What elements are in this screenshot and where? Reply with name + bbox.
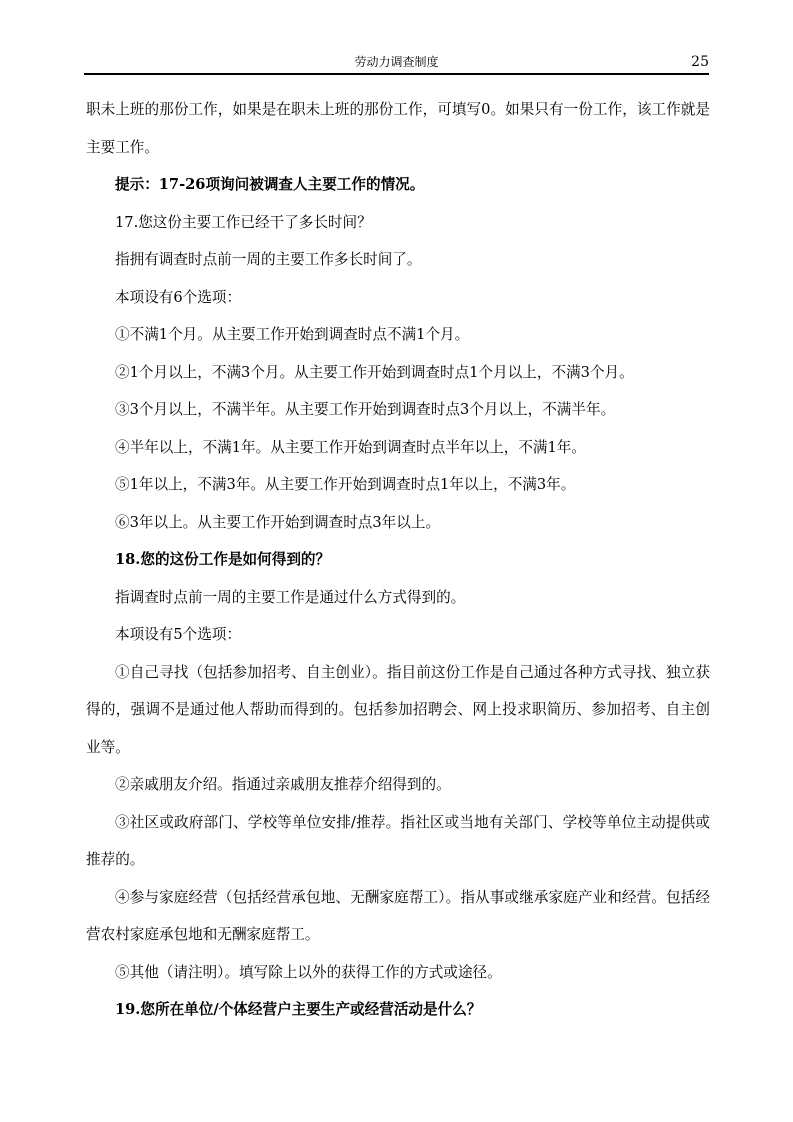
question-18-option-count: 本项设有5个选项： xyxy=(115,626,242,643)
question-18-option-3: ③社区或政府部门、学校等单位安排/推荐。指社区或当地有关部门、学校等单位主动提供或推荐的。 xyxy=(86,813,710,868)
question-17-description: 指拥有调查时点前一周的主要工作多长时间了。 xyxy=(115,251,422,268)
question-19-heading: 19.您所在单位/个体经营户主要生产或经营活动是什么？ xyxy=(115,1001,482,1018)
question-18-option-4: ④参与家庭经营（包括经营承包地、无酬家庭帮工）。指从事或继承家庭产业和经营。包括经营农村家庭承包地和无酬家庭帮工。 xyxy=(86,888,710,943)
question-18-heading: 18.您的这份工作是如何得到的？ xyxy=(115,551,331,568)
question-18-description: 指调查时点前一周的主要工作是通过什么方式得到的。 xyxy=(115,588,466,606)
paragraph-continuation: 职未上班的那份工作，如果是在职未上班的那份工作，可填写0。如果只有一份工作，该工作就是主要工作。 xyxy=(86,101,710,156)
header-rule xyxy=(84,73,709,75)
question-17-option-6: ⑥3年以上。从主要工作开始到调查时点3年以上。 xyxy=(115,513,441,531)
question-18-option-5: ⑤其他（请注明）。填写除上以外的获得工作的方式或途径。 xyxy=(115,963,502,981)
question-17-option-3: ③3个月以上，不满半年。从主要工作开始到调查时点3个月以上，不满半年。 xyxy=(115,401,616,418)
question-17-option-5: ⑤1年以上，不满3年。从主要工作开始到调查时点1年以上，不满3年。 xyxy=(115,476,576,493)
question-17-heading: 17.您这份主要工作已经干了多长时间？ xyxy=(115,213,372,231)
question-17-option-4: ④半年以上，不满1年。从主要工作开始到调查时点半年以上，不满1年。 xyxy=(115,438,586,456)
page-header xyxy=(84,0,709,76)
hint-heading: 提示：17-26项询问被调查人主要工作的情况。 xyxy=(115,176,425,193)
question-18-option-1: ①自己寻找（包括参加招考、自主创业）。指目前这份工作是自己通过各种方式寻找、独立获得的，强调不是通过他人帮助而得到的。包括参加招聘会、网上投求职简历、参加招考、自主创业等。 xyxy=(86,663,710,756)
page-number: 25 xyxy=(691,54,709,70)
question-18-option-2: ②亲戚朋友介绍。指通过亲戚朋友推荐介绍得到的。 xyxy=(115,776,451,793)
question-17-option-count: 本项设有6个选项： xyxy=(115,288,242,306)
document-body xyxy=(86,91,710,1029)
question-17-option-2: ②1个月以上，不满3个月。从主要工作开始到调查时点1个月以上，不满3个月。 xyxy=(115,363,634,381)
running-title: 劳动力调查制度 xyxy=(354,55,439,69)
question-17-option-1: ①不满1个月。从主要工作开始到调查时点不满1个月。 xyxy=(115,326,470,343)
